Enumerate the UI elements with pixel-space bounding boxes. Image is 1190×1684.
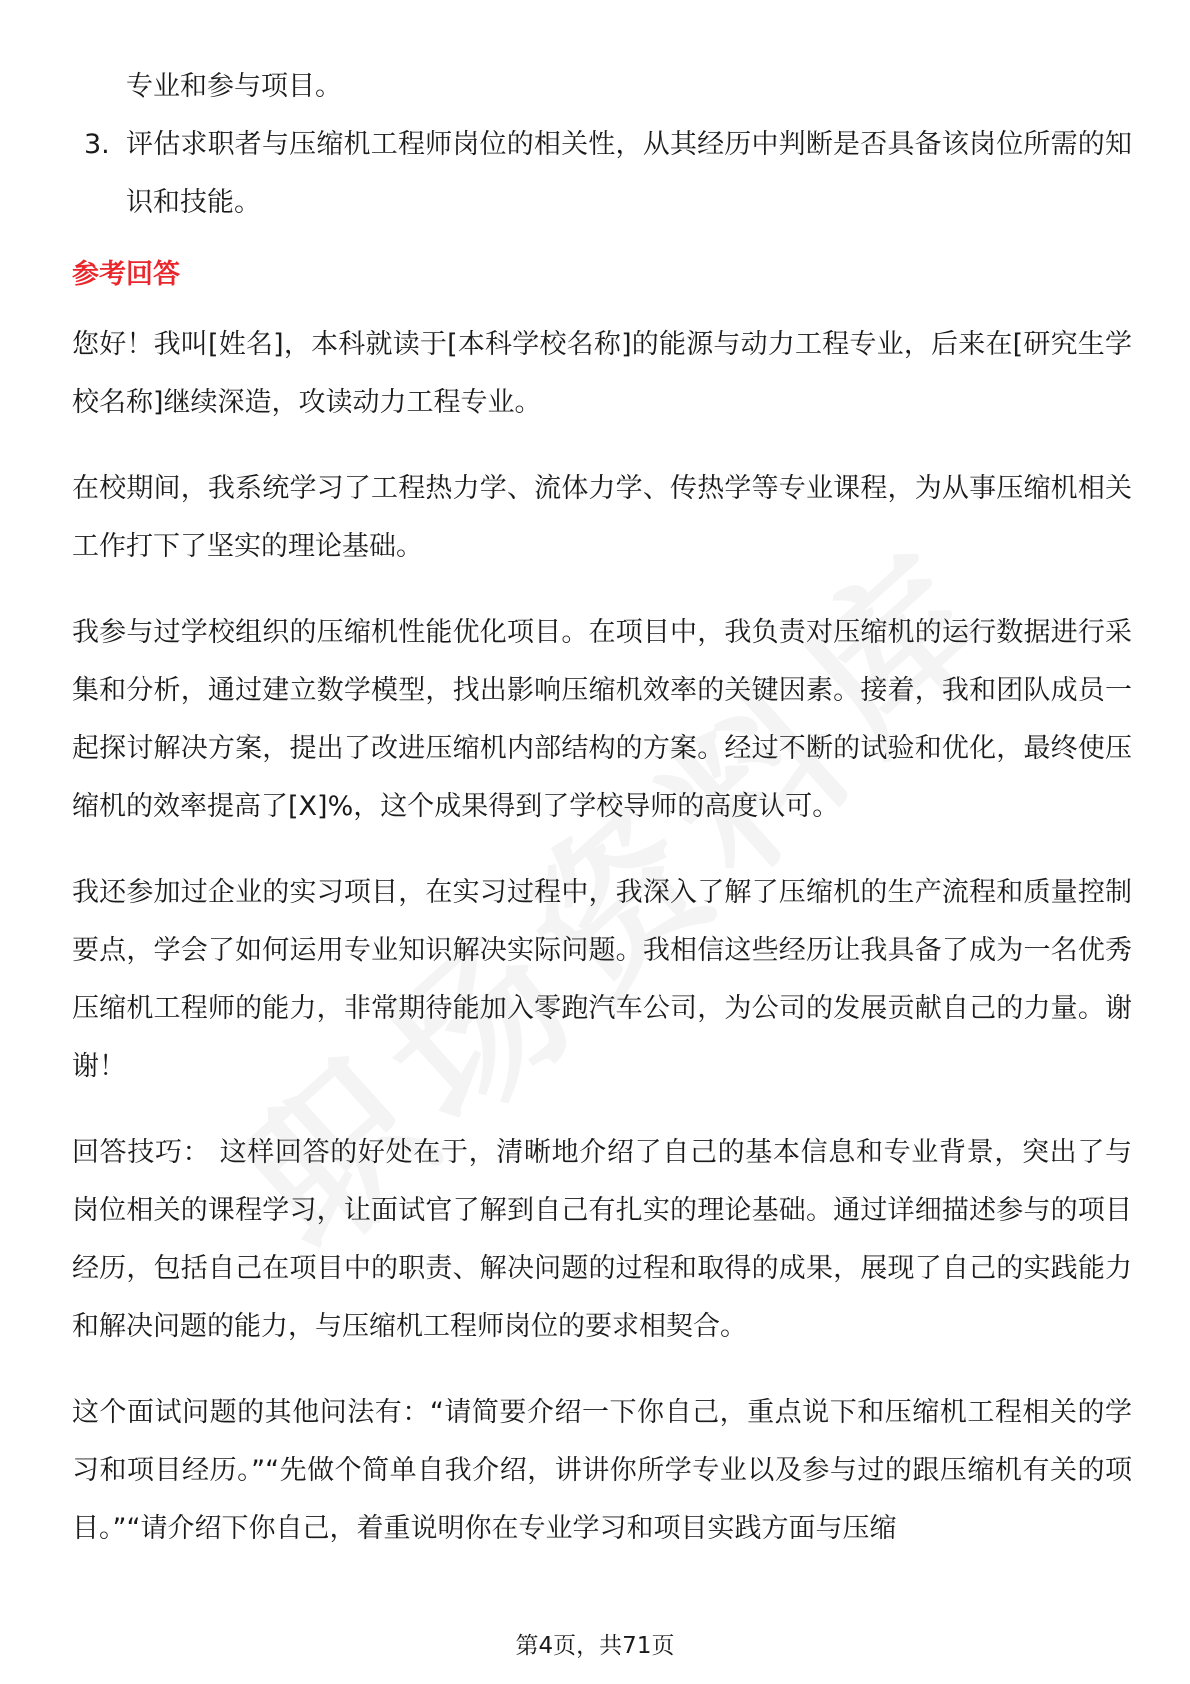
list-number: 3. [84, 129, 110, 160]
answer-paragraph-4: 我还参加过企业的实习项目，在实习过程中，我深入了解了压缩机的生产流程和质量控制要点，学会了如何运用专业知识解决实际问题。我相信这些经历让我具备了成为一名优秀压缩机工程师的能力，非常期待能加入零跑汽车公司，为公司的发展贡献自己的力量。谢谢！ [72, 877, 1132, 1082]
list-item-text: 评估求职者与压缩机工程师岗位的相关性，从其经历中判断是否具备该岗位所需的知识和技能。 [126, 129, 1132, 218]
answer-tips-paragraph: 回答技巧： 这样回答的好处在于，清晰地介绍了自己的基本信息和专业背景，突出了与岗位相关的课程学习，让面试官了解到自己有扎实的理论基础。通过详细描述参与的项目经历，包括自己在项目中的职责、解决问题的过程和取得的成果，展现了自己的实践能力和解决问题的能力，与压缩机工程师岗位的要求相契合。 [72, 1137, 1132, 1342]
list-item-continuation-text: 专业和参与项目。 [126, 71, 342, 102]
section-heading-answer: 参考回答 [72, 259, 180, 290]
list-item-continuation [72, 58, 1132, 116]
answer-paragraph-3: 我参与过学校组织的压缩机性能优化项目。在项目中，我负责对压缩机的运行数据进行采集和分析，通过建立数学模型，找出影响压缩机效率的关键因素。接着，我和团队成员一起探讨解决方案，提出了改进压缩机内部结构的方案。经过不断的试验和优化，最终使压缩机的效率提高了[X]%，这个成果得到了学校导师的高度认可。 [72, 617, 1132, 822]
page-footer: 第4页，共71页 [515, 1633, 675, 1659]
answer-paragraph-1: 您好！我叫[姓名]，本科就读于[本科学校名称]的能源与动力工程专业，后来在[研究生学校名称]继续深造，攻读动力工程专业。 [72, 329, 1132, 418]
answer-paragraph-2: 在校期间，我系统学习了工程热力学、流体力学、传热学等专业课程，为从事压缩机相关工作打下了坚实的理论基础。 [72, 473, 1132, 562]
page-content [72, 58, 1132, 1558]
list-item-3 [72, 116, 1132, 232]
other-questions-paragraph: 这个面试问题的其他问法有：“请简要介绍一下你自己，重点说下和压缩机工程相关的学习和项目经历。”“先做个简单自我介绍，讲讲你所学专业以及参与过的跟压缩机有关的项目。”“请介绍下你自己，着重说明你在专业学习和项目实践方面与压缩 [72, 1397, 1132, 1544]
